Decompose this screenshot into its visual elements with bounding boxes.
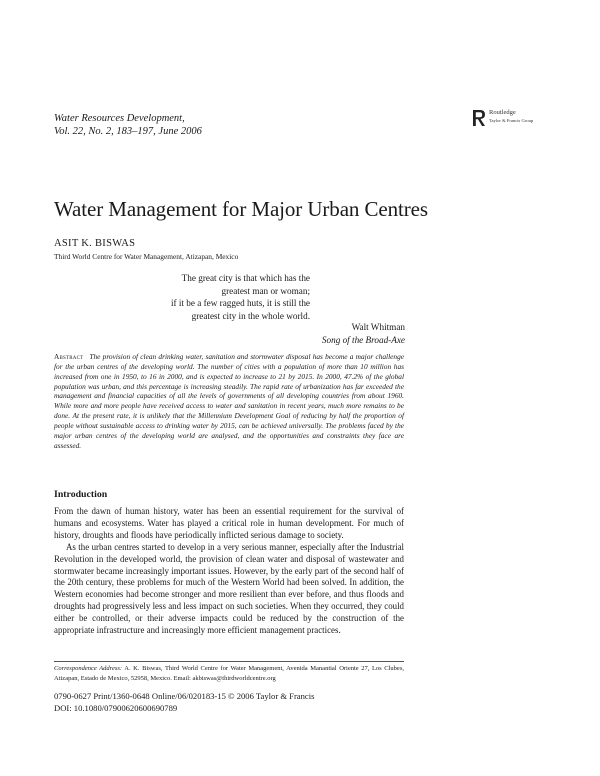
journal-volume: Vol. 22, No. 2, 183–197, June 2006 bbox=[54, 126, 202, 137]
epigraph-attribution bbox=[260, 321, 405, 346]
epigraph-poem bbox=[140, 272, 310, 322]
footnote-divider bbox=[54, 661, 404, 662]
abstract-label: Abstract bbox=[54, 352, 84, 361]
routledge-logo-icon bbox=[472, 109, 486, 127]
author-affiliation: Third World Centre for Water Management, Atizapan, Mexico bbox=[54, 252, 239, 261]
journal-name: Water Resources Development, bbox=[54, 113, 185, 124]
paragraph: From the dawn of human history, water has been an essential requirement for the survival of humans and ecosystems. Water has played a critical role in human development. For much of history, droughts and floods have periodically inflicted serious damage to society. bbox=[54, 506, 404, 540]
doi-line: DOI: 10.1080/07900620600690789 bbox=[54, 702, 178, 713]
epigraph-line: if it be a few ragged huts, it is still the bbox=[170, 298, 310, 309]
epigraph-source: Song of the Broad-Axe bbox=[321, 334, 405, 345]
publisher-logo bbox=[472, 109, 533, 127]
correspondence-text: A. K. Biswas, Third World Centre for Water Management, Avenida Manantial Oriente 27, Los Clubes, Atizapan, Estado de Mexico, 52958, Mexico. Email: akbiswas@thirdworldcentre.org bbox=[54, 665, 404, 682]
publication-footer bbox=[54, 691, 314, 714]
epigraph-line: greatest man or woman; bbox=[221, 285, 310, 296]
journal-citation bbox=[54, 112, 202, 138]
epigraph-author: Walt Whitman bbox=[351, 322, 405, 332]
article-title: Water Management for Major Urban Centres bbox=[54, 197, 428, 221]
epigraph-line: The great city is that which has the bbox=[181, 273, 310, 283]
introduction-body bbox=[54, 506, 404, 637]
publisher-name: Routledge bbox=[489, 109, 516, 116]
epigraph-line: greatest city in the whole world. bbox=[191, 310, 310, 321]
article-author: ASIT K. BISWAS bbox=[54, 238, 136, 249]
abstract bbox=[54, 352, 404, 450]
correspondence-label: Correspondence Address: bbox=[54, 665, 123, 672]
publisher-tagline: Taylor & Francis Group bbox=[489, 118, 534, 123]
abstract-text: The provision of clean drinking water, sanitation and stormwater disposal has become a major challenge for the urban centres of the developing world. The number of cities with a population of more than 10 million has increased from one in 1950, to 16 in 2000, and is expected to increase to 21 by 2015. In 2000, 47.2% of the global population was urban, and this percentage is increasing steadily. The rapid rate of urbanization has far exceeded the management and financial capacities of all the levels of governments of all developing countries from about 1960. While more and more people have received access to water and sanitation in recent years, much more remains to be done. At the present rate, it is unlikely that the Millennium Development Goal of reducing by half the proportion of people without sustainable access to drinking water by 2015, can be achieved universally. The problems faced by the major urban centres of the developing world are analysed, and the opportunities and constraints they face are assessed. bbox=[54, 352, 404, 450]
issn-line: 0790-0627 Print/1360-0648 Online/06/020183-15 © 2006 Taylor & Francis bbox=[54, 691, 315, 701]
section-heading: Introduction bbox=[54, 489, 108, 500]
correspondence-address bbox=[54, 664, 404, 683]
paragraph: As the urban centres started to develop in a very serious manner, especially after the Industrial Revolution in the developed world, the provision of clean water and disposal of wastewater and stormwater became increasingly important issues. However, by the early part of the second half of the 20th century, these problems for much of the Western World had been solved. In addition, the Western economies had become stronger and more resilient than ever before, and thus floods and droughts had progressively less and less impact on such societies. When they occurred, they could either be controlled, or their adverse impacts could be reduced by the construction of the appropriate infrastructure and increasingly more efficient management practices. bbox=[54, 541, 404, 636]
